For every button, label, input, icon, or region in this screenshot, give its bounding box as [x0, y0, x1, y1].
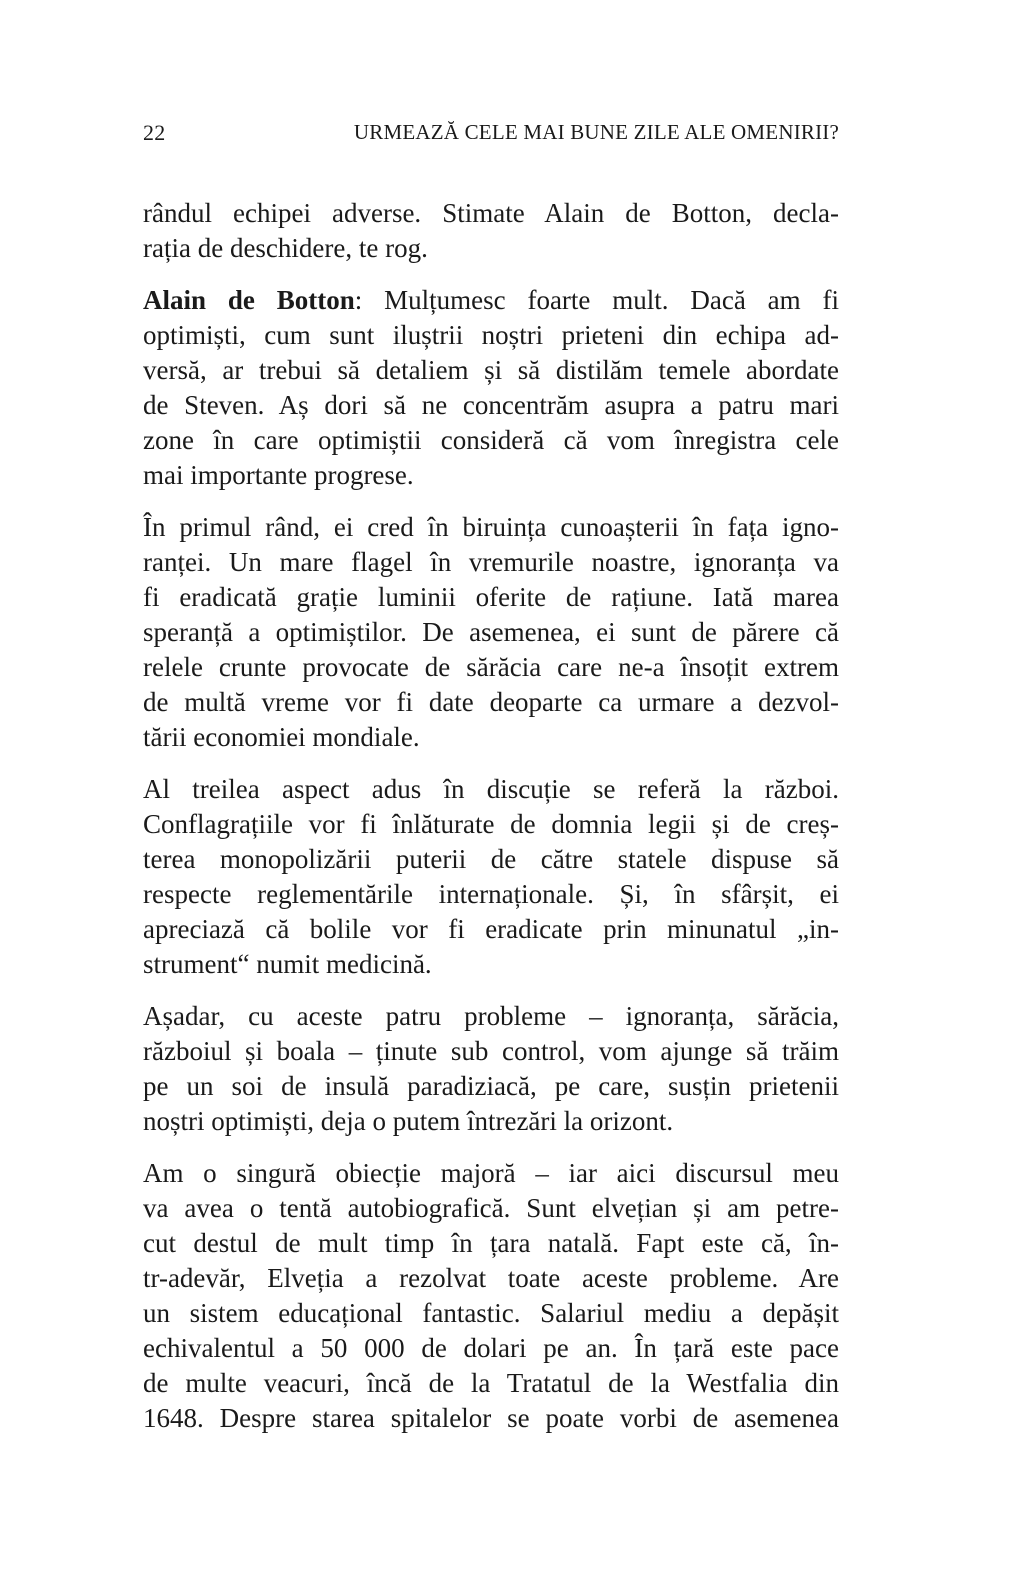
- text-line: va avea o tentă autobiografică. Sunt elvețian și am petre-: [143, 1193, 839, 1223]
- text-line: 1648. Despre starea spitalelor se poate vorbi de asemenea: [143, 1403, 839, 1433]
- text-line: [143, 283, 839, 318]
- text-line: terea monopolizării puterii de către statele dispuse să: [143, 844, 839, 874]
- text-line: Conflagrațiile vor fi înlăturate de domnia legii și de creș-: [143, 809, 839, 839]
- body-text: [143, 196, 839, 1453]
- text-line: de multă vreme vor fi date deoparte ca urmare a dezvol-: [143, 687, 839, 717]
- text-line: În primul rând, ei cred în biruința cunoașterii în fața igno-: [143, 512, 839, 542]
- text-line: respecte reglementările internaționale. Și, în sfârșit, ei: [143, 879, 839, 909]
- text-line: tării economiei mondiale.: [143, 722, 420, 752]
- speaker-line-rest: : Mulțumesc foarte mult. Dacă am fi: [354, 285, 840, 315]
- paragraph-2: [143, 283, 839, 493]
- running-head: [143, 120, 839, 156]
- text-line: zone în care optimiștii consideră că vom înregistra cele: [143, 425, 839, 455]
- text-line: optimiști, cum sunt iluștrii noștri prieteni din echipa ad-: [143, 320, 839, 350]
- text-line: relele crunte provocate de sărăcia care ne-a însoțit extrem: [143, 652, 839, 682]
- text-line: pe un soi de insulă paradiziacă, pe care, susțin prietenii: [143, 1071, 839, 1101]
- text-line: fi eradicată grație luminii oferite de rațiune. Iată marea: [143, 582, 839, 612]
- text-line: rația de deschidere, te rog.: [143, 233, 428, 263]
- text-line: Am o singură obiecție majoră – iar aici discursul meu: [143, 1158, 839, 1188]
- text-line: războiul și boala – ținute sub control, vom ajunge să trăim: [143, 1036, 839, 1066]
- text-line: Al treilea aspect adus în discuție se referă la război.: [143, 774, 839, 804]
- text-line: un sistem educațional fantastic. Salariul mediu a depășit: [143, 1298, 839, 1328]
- text-line: de Steven. Aș dori să ne concentrăm asupra a patru mari: [143, 390, 839, 420]
- paragraph-6: [143, 1156, 839, 1436]
- speaker-name: Alain de Botton: [143, 285, 355, 315]
- text-line: speranță a optimiștilor. De asemenea, ei sunt de părere că: [143, 617, 839, 647]
- text-line: echivalentul a 50 000 de dolari pe an. În țară este pace: [143, 1333, 839, 1363]
- text-line: rândul echipei adverse. Stimate Alain de Botton, decla-: [143, 198, 839, 228]
- text-line: ranței. Un mare flagel în vremurile noastre, ignoranța va: [143, 547, 839, 577]
- text-line: de multe veacuri, încă de la Tratatul de la Westfalia din: [143, 1368, 839, 1398]
- paragraph-1: [143, 196, 839, 266]
- paragraph-3: [143, 510, 839, 755]
- text-line: cut destul de mult timp în țara natală. Fapt este că, în-: [143, 1228, 839, 1258]
- running-title: URMEAZĂ CELE MAI BUNE ZILE ALE OMENIRII?: [353, 120, 839, 144]
- text-line: apreciază că bolile vor fi eradicate prin minunatul „in-: [143, 914, 839, 944]
- page-number: 22: [143, 120, 166, 145]
- text-line: versă, ar trebui să detaliem și să distilăm temele abordate: [143, 355, 839, 385]
- text-line: Așadar, cu aceste patru probleme – ignoranța, sărăcia,: [143, 1001, 839, 1031]
- text-line: noștri optimiști, deja o putem întrezări la orizont.: [143, 1106, 674, 1136]
- paragraph-5: [143, 999, 839, 1139]
- text-line: mai importante progrese.: [143, 460, 414, 490]
- text-line: strument“ numit medicină.: [143, 949, 432, 979]
- paragraph-4: [143, 772, 839, 982]
- text-line: tr-adevăr, Elveția a rezolvat toate aceste probleme. Are: [143, 1263, 839, 1293]
